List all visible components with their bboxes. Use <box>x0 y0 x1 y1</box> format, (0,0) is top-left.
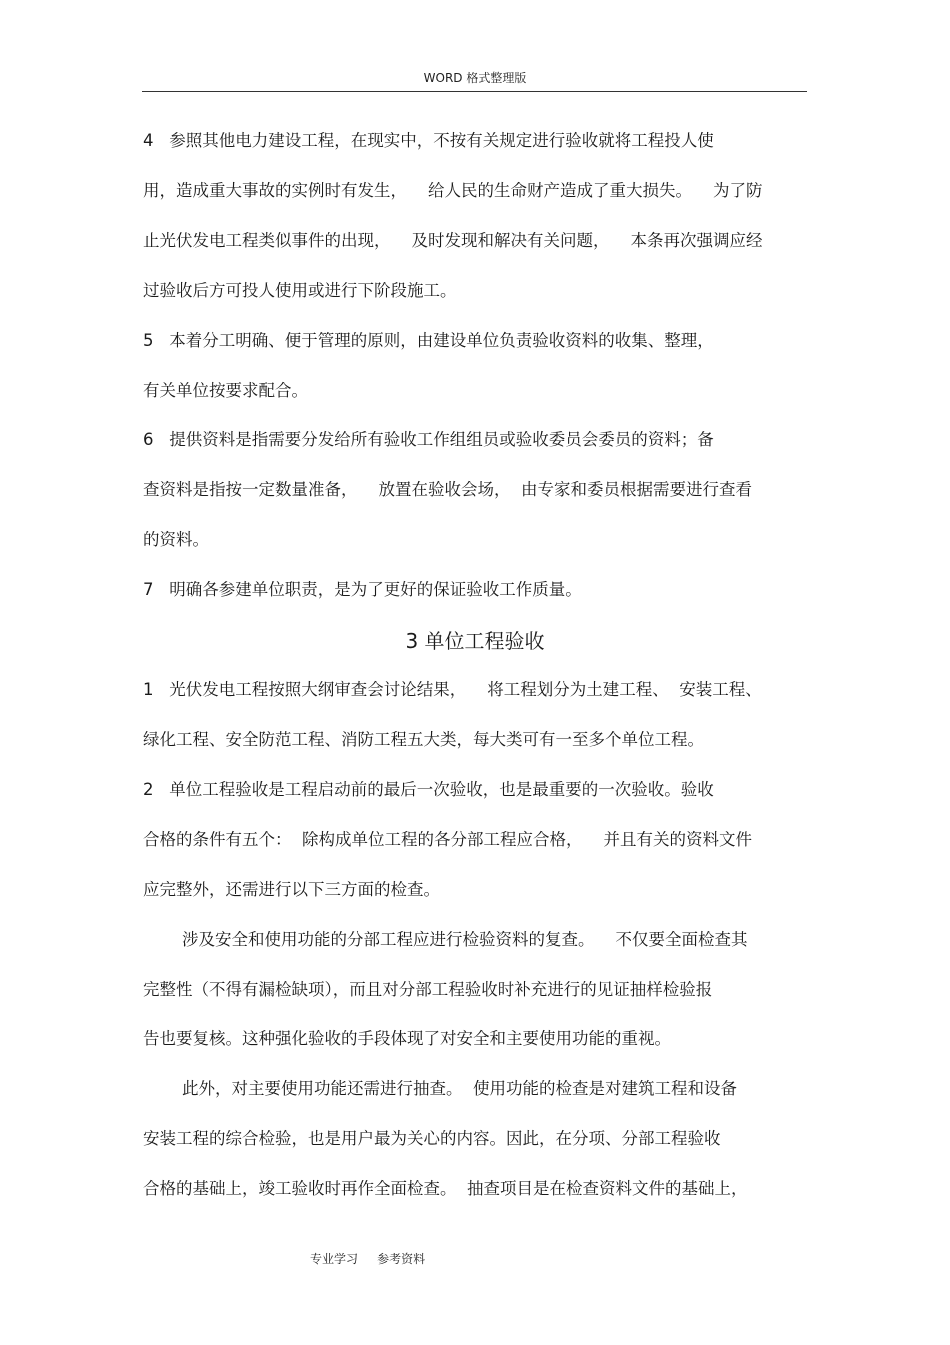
text-line: 1 光伏发电工程按照大纲审查会讨论结果， 将工程划分为土建工程、 安装工程、 <box>143 680 762 699</box>
text-line: 合格的条件有五个： 除构成单位工程的各分部工程应合格， 并且有关的资料文件 <box>143 830 752 849</box>
text-line: 2 单位工程验收是工程启动前的最后一次验收，也是最重要的一次验收。验收 <box>143 780 714 799</box>
text-line: 涉及安全和使用功能的分部工程应进行检验资料的复查。 不仅要全面检查其 <box>182 930 748 949</box>
text-line: 的资料。 <box>143 530 209 549</box>
text-line: 绿化工程、安全防范工程、消防工程五大类，每大类可有一至多个单位工程。 <box>143 730 704 749</box>
text-line: 7 明确各参建单位职责，是为了更好的保证验收工作质量。 <box>143 580 582 599</box>
text-line: 过验收后方可投人使用或进行下阶段施工。 <box>143 281 457 300</box>
text-line: 4 参照其他电力建设工程，在现实中，不按有关规定进行验收就将工程投人使 <box>143 131 714 150</box>
text-line: 合格的基础上，竣工验收时再作全面检查。 抽查项目是在检查资料文件的基础上， <box>143 1179 748 1198</box>
section-heading: 3 单位工程验收 <box>405 629 545 653</box>
text-line: 此外，对主要使用功能还需进行抽查。 使用功能的检查是对建筑工程和设备 <box>182 1079 737 1098</box>
page-header: WORD 格式整理版 <box>423 71 527 85</box>
text-line: 查资料是指按一定数量准备， 放置在验收会场， 由专家和委员根据需要进行查看 <box>143 480 752 499</box>
text-line: 告也要复核。这种强化验收的手段体现了对安全和主要使用功能的重视。 <box>143 1029 671 1048</box>
text-line: 安装工程的综合检验，也是用户最为关心的内容。因此，在分项、分部工程验收 <box>143 1129 721 1148</box>
text-line: 完整性（不得有漏检缺项），而且对分部工程验收时补充进行的见证抽样检验报 <box>143 980 713 999</box>
text-line: 有关单位按要求配合。 <box>143 381 308 400</box>
text-line: 用，造成重大事故的实例时有发生， 给人民的生命财产造成了重大损失。 为了防 <box>143 181 763 200</box>
text-line: 5 本着分工明确、便于管理的原则，由建设单位负责验收资料的收集、整理， <box>143 331 714 350</box>
page-footer: 专业学习 参考资料 <box>310 1252 426 1266</box>
header-divider <box>142 91 807 92</box>
text-line: 止光伏发电工程类似事件的出现， 及时发现和解决有关问题， 本条再次强调应经 <box>143 231 763 250</box>
text-line: 应完整外，还需进行以下三方面的检查。 <box>143 880 440 899</box>
text-line: 6 提供资料是指需要分发给所有验收工作组组员或验收委员会委员的资料；备 <box>143 430 714 449</box>
